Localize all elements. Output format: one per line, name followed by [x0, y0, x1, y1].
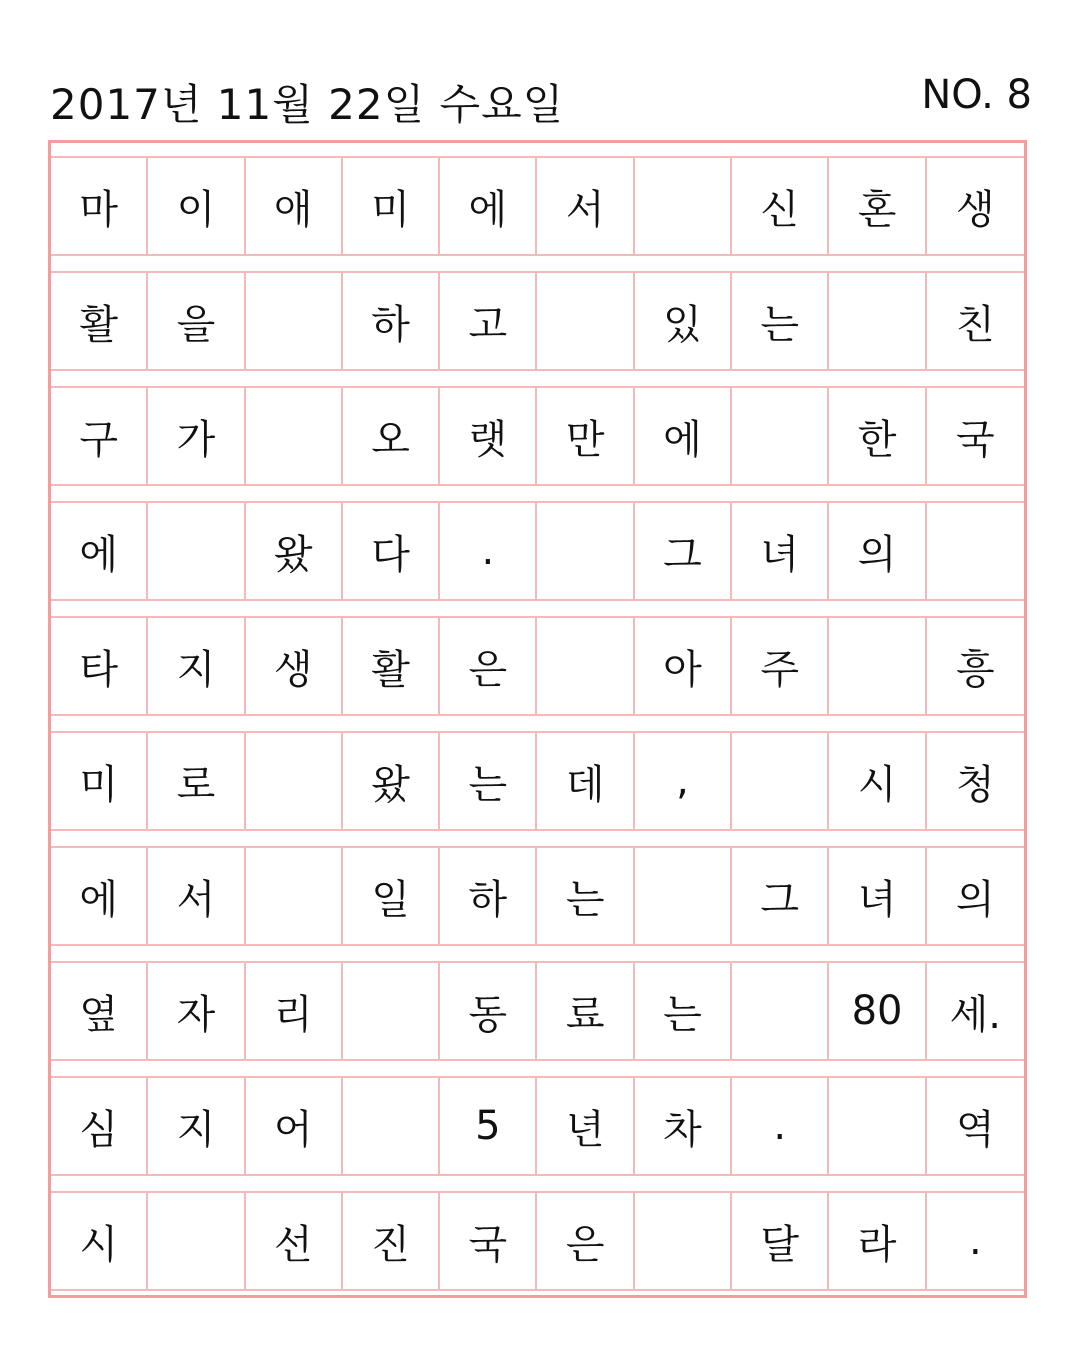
grid-cell: 청	[955, 761, 995, 808]
grid-cell: 세.	[949, 991, 1001, 1038]
grid-cell: 년	[537, 1078, 634, 1174]
grid-cell: 심	[51, 1078, 148, 1174]
grid-cell	[246, 388, 343, 484]
grid-cell: 시	[51, 1193, 148, 1289]
grid-cell: 생	[955, 186, 995, 233]
grid-cell: 을	[148, 273, 245, 369]
grid-row	[51, 616, 1024, 716]
grid-cell	[829, 273, 926, 369]
grid-cell: 지	[148, 1078, 245, 1174]
grid-cell: 역	[955, 1106, 995, 1153]
grid-cell: 다	[343, 503, 440, 599]
manuscript-grid	[48, 140, 1027, 1298]
grid-cell: 혼	[829, 158, 926, 254]
grid-cell: 랫	[440, 388, 537, 484]
grid-cell: 그	[732, 848, 829, 944]
grid-cell: 녀	[829, 848, 926, 944]
page-number: NO. 8	[921, 72, 1032, 118]
grid-cell: ,	[635, 733, 732, 829]
grid-cell: 에	[51, 503, 148, 599]
grid-cell: 옆	[51, 963, 148, 1059]
grid-cell	[829, 618, 926, 714]
grid-cell: .	[968, 1218, 982, 1264]
grid-cell: 의	[955, 876, 995, 923]
grid-cell: 은	[537, 1193, 634, 1289]
grid-cell	[829, 1078, 926, 1174]
grid-cell: 가	[148, 388, 245, 484]
grid-row	[51, 156, 1024, 256]
grid-cell: 타	[51, 618, 148, 714]
grid-cell: 이	[148, 158, 245, 254]
grid-cell	[635, 158, 732, 254]
grid-cell: 는	[635, 963, 732, 1059]
grid-cell	[148, 503, 245, 599]
grid-row	[51, 271, 1024, 371]
grid-cell: 동	[440, 963, 537, 1059]
grid-cell	[732, 963, 829, 1059]
grid-cell: 는	[440, 733, 537, 829]
grid-cell: .	[732, 1078, 829, 1174]
grid-cell	[537, 503, 634, 599]
grid-cell: 국	[440, 1193, 537, 1289]
grid-cell: 활	[343, 618, 440, 714]
grid-cell: 신	[732, 158, 829, 254]
grid-cell: 달	[732, 1193, 829, 1289]
grid-cell: 일	[343, 848, 440, 944]
grid-cell: 아	[635, 618, 732, 714]
grid-cell	[732, 388, 829, 484]
grid-cell: 에	[635, 388, 732, 484]
grid-cell	[732, 733, 829, 829]
grid-row	[51, 386, 1024, 486]
grid-cell: 라	[829, 1193, 926, 1289]
grid-cell	[148, 1193, 245, 1289]
grid-cell: 하	[343, 273, 440, 369]
grid-cell: 로	[148, 733, 245, 829]
grid-cell: 어	[246, 1078, 343, 1174]
grid-cell: 서	[148, 848, 245, 944]
grid-cell: 리	[246, 963, 343, 1059]
grid-cell: 애	[246, 158, 343, 254]
grid-cell: 는	[537, 848, 634, 944]
grid-cell: 에	[440, 158, 537, 254]
grid-cell: 데	[537, 733, 634, 829]
grid-cell: 주	[732, 618, 829, 714]
grid-cell: 에	[51, 848, 148, 944]
grid-cell: 차	[635, 1078, 732, 1174]
grid-cell: 활	[51, 273, 148, 369]
grid-cell: 자	[148, 963, 245, 1059]
grid-cell: 국	[955, 416, 995, 463]
grid-cell: 미	[51, 733, 148, 829]
grid-cell	[343, 963, 440, 1059]
grid-cell: 시	[829, 733, 926, 829]
grid-cell	[343, 1078, 440, 1174]
grid-cell: 80	[829, 963, 926, 1059]
grid-row	[51, 961, 1024, 1061]
grid-cell: 은	[440, 618, 537, 714]
grid-cell: 생	[246, 618, 343, 714]
grid-cell: 미	[343, 158, 440, 254]
grid-cell	[635, 1193, 732, 1289]
grid-cell: 마	[51, 158, 148, 254]
grid-cell: 진	[343, 1193, 440, 1289]
grid-cell	[246, 273, 343, 369]
grid-cell: 녀	[732, 503, 829, 599]
grid-cell	[246, 733, 343, 829]
grid-cell: .	[440, 503, 537, 599]
grid-cell: 하	[440, 848, 537, 944]
grid-cell: 는	[732, 273, 829, 369]
grid-row	[51, 846, 1024, 946]
grid-cell: 만	[537, 388, 634, 484]
grid-cell: 친	[955, 301, 995, 348]
grid-cell: 흥	[955, 646, 995, 693]
grid-row	[51, 731, 1024, 831]
grid-cell	[635, 848, 732, 944]
grid-cell	[927, 503, 1024, 599]
grid-row	[51, 501, 1024, 601]
grid-cell: 있	[635, 273, 732, 369]
grid-cell	[537, 618, 634, 714]
grid-cell: 그	[635, 503, 732, 599]
grid-cell: 고	[440, 273, 537, 369]
grid-cell: 료	[537, 963, 634, 1059]
grid-row	[51, 1076, 1024, 1176]
grid-cell	[537, 273, 634, 369]
diary-header	[50, 62, 1032, 132]
grid-cell: 5	[440, 1078, 537, 1174]
grid-cell: 한	[829, 388, 926, 484]
grid-cell	[246, 848, 343, 944]
grid-cell: 왔	[246, 503, 343, 599]
date-text: 2017년 11월 22일 수요일	[50, 80, 565, 129]
grid-row	[51, 1191, 1024, 1291]
grid-cell: 왔	[343, 733, 440, 829]
grid-cell: 의	[829, 503, 926, 599]
grid-cell: 서	[537, 158, 634, 254]
grid-cell: 지	[148, 618, 245, 714]
grid-cell: 구	[51, 388, 148, 484]
grid-cell: 선	[246, 1193, 343, 1289]
grid-cell: 오	[343, 388, 440, 484]
